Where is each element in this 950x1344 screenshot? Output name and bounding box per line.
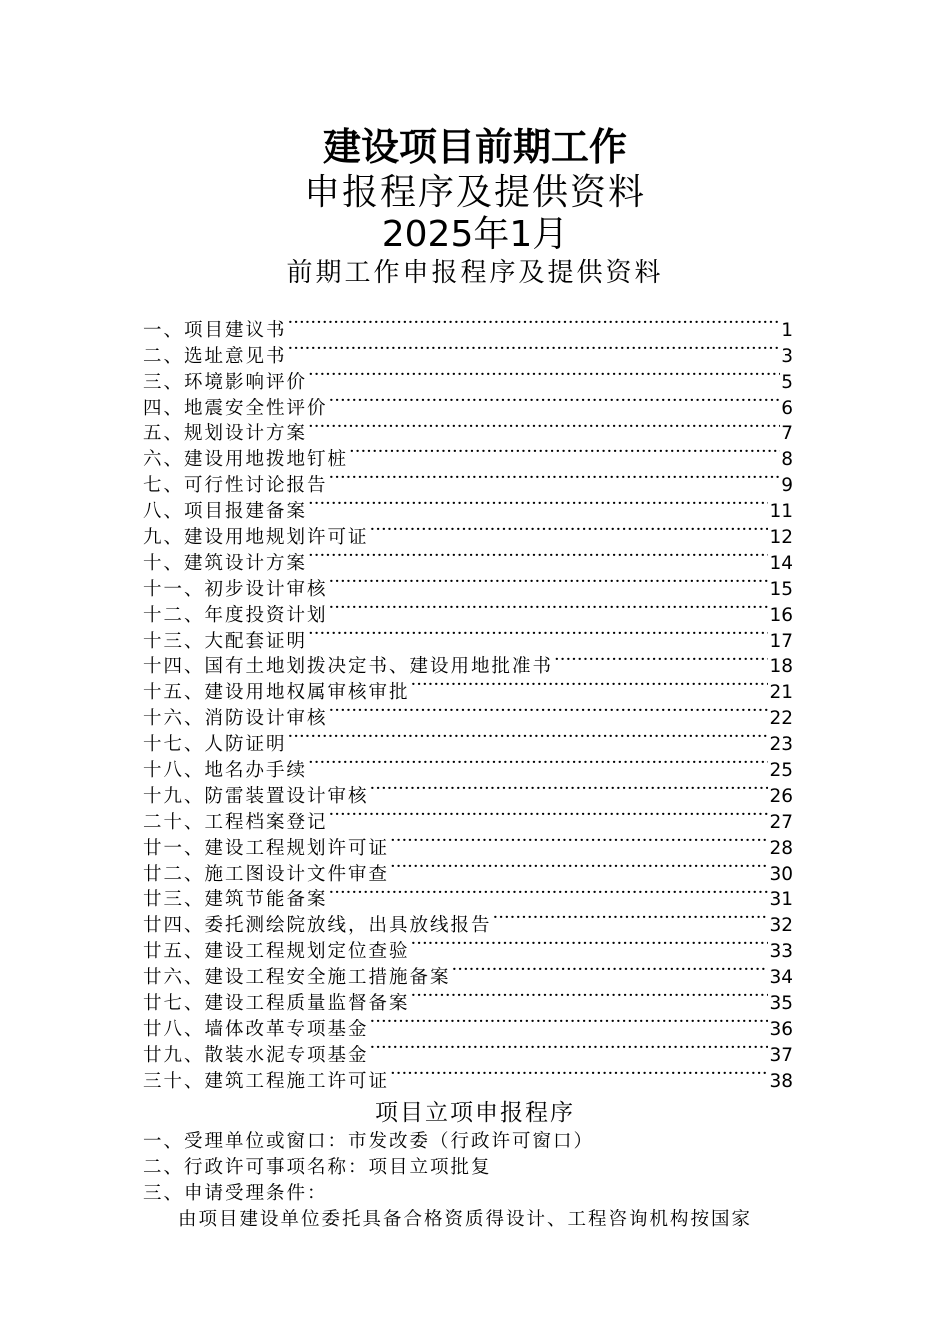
toc-entry-label: 五、规划设计方案 (143, 423, 308, 445)
toc-leader-dots (288, 336, 781, 362)
toc-leader-dots (370, 776, 769, 802)
toc-entry-page-number: 33 (769, 941, 793, 963)
toc-leader-dots (308, 414, 780, 440)
toc-entry-page-number: 1 (781, 319, 793, 341)
toc-entry-page-number: 14 (769, 552, 793, 574)
toc-entry-page-number: 11 (769, 501, 793, 523)
toc-entry-page-number: 23 (769, 734, 793, 756)
toc-leader-dots (452, 957, 769, 983)
toc-entry-page-number: 17 (769, 630, 793, 652)
toc-entry-label: 二、选址意见书 (143, 345, 287, 367)
toc-leader-dots (370, 1009, 769, 1035)
document-title: 建设项目前期工作 (322, 125, 627, 169)
toc-entry-label: 十五、建设用地权属审核审批 (143, 682, 410, 704)
toc-entry-page-number: 37 (769, 1044, 793, 1066)
toc-entry-label: 一、项目建议书 (143, 319, 287, 341)
toc-entry-page-number: 9 (781, 475, 793, 497)
toc-entry-page-number: 21 (769, 682, 793, 704)
toc-entry-label: 十一、初步设计审核 (143, 578, 328, 600)
toc-leader-dots (411, 983, 769, 1009)
toc-leader-dots (308, 750, 768, 776)
toc-entry-page-number: 25 (769, 760, 793, 782)
toc-entry-label: 廿八、墙体改革专项基金 (143, 1018, 369, 1040)
toc-entry-page-number: 27 (769, 811, 793, 833)
toc-entry-label: 十、建筑设计方案 (143, 552, 308, 574)
toc-entry-page-number: 35 (769, 993, 793, 1015)
toc-leader-dots (329, 880, 769, 906)
toc-leader-dots (411, 672, 769, 698)
toc-entry-label: 六、建设用地拨地钉桩 (143, 449, 349, 471)
table-of-contents (143, 310, 793, 1092)
toc-entry-page-number: 3 (781, 345, 793, 367)
toc-leader-dots (329, 569, 769, 595)
toc-entry-label: 廿七、建设工程质量监督备案 (143, 993, 410, 1015)
toc-entry-label: 十八、地名办手续 (143, 760, 308, 782)
toc-entry-label: 十三、大配套证明 (143, 630, 308, 652)
toc-entry-label: 四、地震安全性评价 (143, 397, 328, 419)
toc-entry-page-number: 34 (769, 967, 793, 989)
toc-entry-label: 廿二、施工图设计文件审查 (143, 863, 390, 885)
toc-entry-label: 三、环境影响评价 (143, 371, 308, 393)
toc-entry-page-number: 5 (781, 371, 793, 393)
section-line-2: 二、行政许可事项名称：项目立项批复 (143, 1157, 492, 1178)
toc-entry-label: 三十、建筑工程施工许可证 (143, 1070, 390, 1092)
toc-entry-page-number: 16 (769, 604, 793, 626)
toc-entry-label: 七、可行性讨论报告 (143, 475, 328, 497)
toc-entry-label: 九、建设用地规划许可证 (143, 527, 369, 549)
toc-leader-dots (554, 647, 768, 673)
section-line-3: 三、申请受理条件： (143, 1183, 328, 1204)
toc-entry-page-number: 6 (781, 397, 793, 419)
toc-entry-label: 十四、国有土地划拨决定书、建设用地批准书 (143, 656, 554, 678)
toc-leader-dots (370, 517, 769, 543)
toc-entry-label: 十九、防雷装置设计审核 (143, 785, 369, 807)
toc-leader-dots (308, 543, 768, 569)
toc-entry-page-number: 36 (769, 1018, 793, 1040)
document-subtitle: 前期工作申报程序及提供资料 (286, 258, 664, 288)
toc-entry-label: 十六、消防设计审核 (143, 708, 328, 730)
toc-leader-dots (308, 621, 768, 647)
toc-leader-dots (411, 931, 769, 957)
toc-leader-dots (329, 388, 781, 414)
toc-entry-page-number: 12 (769, 527, 793, 549)
toc-entry-label: 廿三、建筑节能备案 (143, 889, 328, 911)
toc-leader-dots (390, 1061, 768, 1087)
toc-entry-page-number: 28 (769, 837, 793, 859)
toc-leader-dots (390, 854, 768, 880)
toc-entry[interactable] (143, 310, 793, 341)
toc-entry-page-number: 18 (769, 656, 793, 678)
toc-leader-dots (288, 724, 769, 750)
toc-leader-dots (493, 905, 769, 931)
toc-leader-dots (329, 698, 769, 724)
toc-entry-label: 十二、年度投资计划 (143, 604, 328, 626)
toc-entry-label: 廿六、建设工程安全施工措施备案 (143, 967, 451, 989)
toc-leader-dots (349, 439, 780, 465)
toc-leader-dots (329, 802, 769, 828)
section-heading: 项目立项申报程序 (375, 1100, 575, 1126)
toc-entry-label: 廿一、建设工程规划许可证 (143, 837, 390, 859)
toc-entry-page-number: 15 (769, 578, 793, 600)
toc-entry-label: 廿九、散装水泥专项基金 (143, 1044, 369, 1066)
toc-leader-dots (329, 595, 769, 621)
toc-entry-page-number: 30 (769, 863, 793, 885)
toc-entry-label: 廿四、委托测绘院放线，出具放线报告 (143, 915, 492, 937)
toc-entry-label: 十七、人防证明 (143, 734, 287, 756)
toc-leader-dots (329, 465, 781, 491)
section-line-4: 由项目建设单位委托具备合格资质得设计、工程咨询机构按国家 (178, 1209, 753, 1230)
toc-entry-page-number: 31 (769, 889, 793, 911)
toc-leader-dots (288, 310, 781, 336)
toc-entry-page-number: 7 (781, 423, 793, 445)
toc-entry-page-number: 38 (769, 1070, 793, 1092)
toc-leader-dots (390, 828, 768, 854)
toc-entry-label: 廿五、建设工程规划定位查验 (143, 941, 410, 963)
toc-entry-label: 二十、工程档案登记 (143, 811, 328, 833)
toc-entry-page-number: 32 (769, 915, 793, 937)
toc-entry-page-number: 26 (769, 785, 793, 807)
toc-leader-dots (308, 491, 768, 517)
document-title-line2: 申报程序及提供资料 (303, 172, 646, 213)
document-date: 2025年1月 (381, 214, 569, 255)
toc-entry-page-number: 8 (781, 449, 793, 471)
toc-leader-dots (370, 1035, 769, 1061)
section-line-1: 一、受理单位或窗口：市发改委（行政许可窗口） (143, 1131, 595, 1152)
toc-leader-dots (308, 362, 780, 388)
toc-entry-page-number: 22 (769, 708, 793, 730)
toc-entry-label: 八、项目报建备案 (143, 501, 308, 523)
